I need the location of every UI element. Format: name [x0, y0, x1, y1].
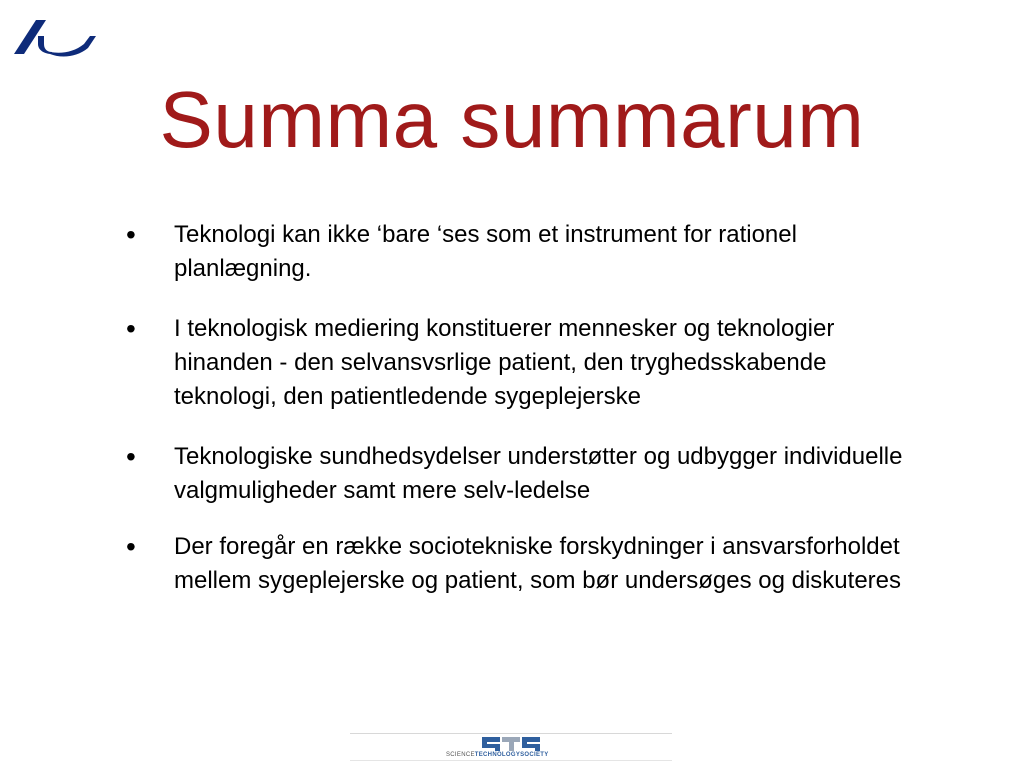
sts-society: SOCIETY: [520, 752, 549, 758]
bullet-text: I teknologisk mediering konstituerer mennesker og teknologier hinanden - den selvansvsrlige patient, den tryghedsskabende teknologi, den patientledende sygeplejerske: [174, 315, 835, 410]
bullet-text: Der foregår en række sociotekniske forskydninger i ansvarsforholdet mellem sygeplejerske og patient, som bør undersøges og diskuteres: [174, 533, 902, 594]
sts-logo-text: [446, 752, 549, 758]
sts-science: SCIENCE: [446, 752, 475, 758]
bullet-item: [126, 440, 926, 508]
footer-divider: [350, 733, 672, 734]
bullet-item: [126, 218, 926, 286]
bullet-item: [126, 530, 926, 598]
bullet-marker: •: [126, 441, 136, 472]
bullet-marker: •: [126, 531, 136, 562]
bullet-text: Teknologiske sundhedsydelser understøtter og udbygger individuelle valgmuligheder samt mere selv-ledelse: [174, 443, 903, 504]
slide-title: Summa summarum: [159, 75, 865, 164]
bullet-item: [126, 312, 926, 414]
sts-logo-icon: [440, 735, 590, 765]
bullet-list: [126, 218, 926, 598]
aarhus-university-logo: [12, 14, 96, 60]
bullet-text: Teknologi kan ikke ‘bare ‘ses som et instrument for rationel planlægning.: [174, 221, 797, 282]
sts-technology: TECHNOLOGY: [474, 752, 521, 758]
bullet-marker: •: [126, 219, 136, 250]
bullet-marker: •: [126, 313, 136, 344]
